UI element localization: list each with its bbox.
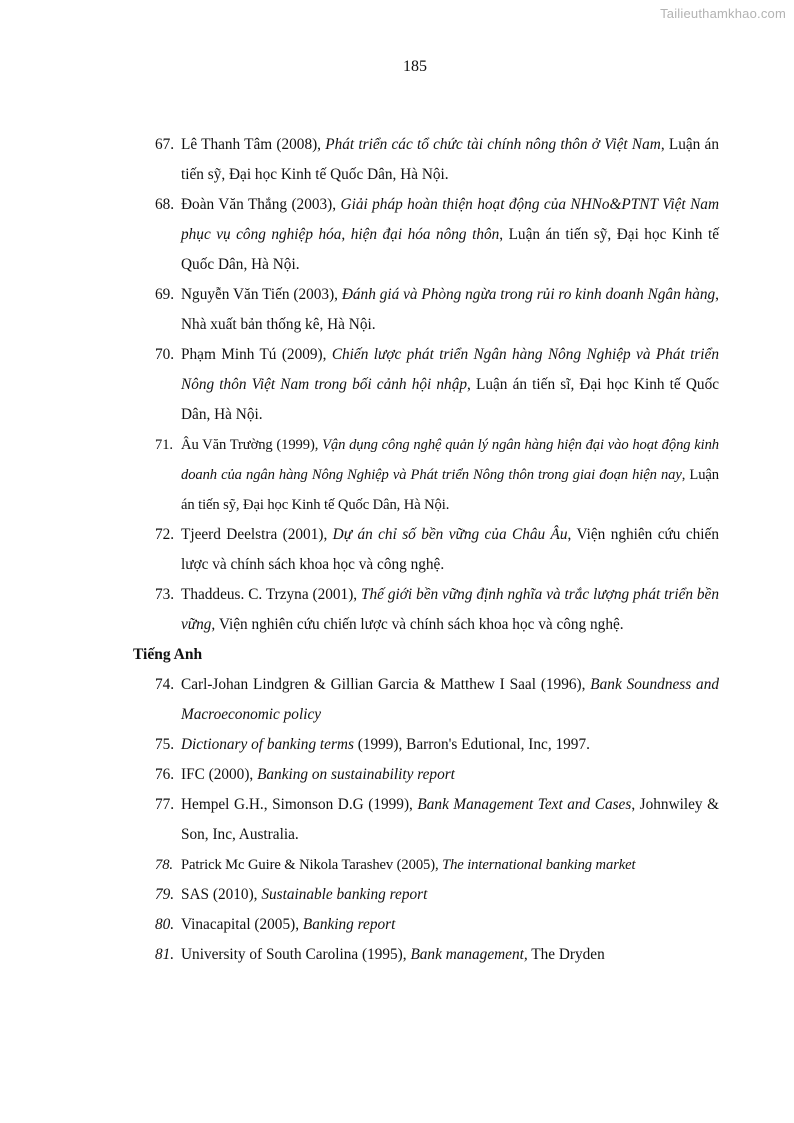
reference-publisher: , Johnwiley & Son, Inc, Australia.	[181, 796, 719, 843]
reference-title: Banking report	[302, 916, 396, 933]
reference-publisher: , Luận án tiến sỹ, Đại học Kinh tế Quốc Dân, Hà Nội.	[181, 467, 719, 513]
reference-67	[133, 130, 719, 190]
reference-69	[133, 280, 719, 340]
reference-author: Phạm Minh Tú (2009),	[181, 346, 332, 363]
reference-author: Tjeerd Deelstra (2001),	[181, 526, 333, 543]
reference-publisher: (1999), Barron's Edutional, Inc, 1997.	[353, 736, 590, 753]
reference-title: Bank Soundness and Macroeconomic policy	[181, 676, 719, 723]
reference-number: 75.	[155, 736, 175, 753]
reference-publisher: , Viện nghiên cứu chiến lược và chính sách khoa học và công nghệ.	[181, 526, 719, 573]
reference-title: Dự án chỉ số bền vững của Châu Âu	[332, 526, 568, 543]
reference-list	[133, 130, 719, 970]
reference-title: Sustainable banking report	[261, 886, 428, 903]
reference-publisher: , Luận án tiến sĩ, Đại học Kinh tế Quốc Dân, Hà Nội.	[181, 376, 720, 423]
reference-title: Thế giới bền vững định nghĩa và trắc lượng phát triển bền vững,	[181, 586, 719, 633]
reference-author: Lê Thanh Tâm (2008),	[181, 136, 326, 153]
page-number: 185	[403, 58, 427, 75]
reference-77	[133, 790, 719, 850]
reference-author: SAS (2010),	[181, 886, 262, 903]
reference-author: University of South Carolina (1995),	[181, 946, 411, 963]
reference-number: 79.	[155, 886, 175, 903]
reference-publisher: The Dryden	[527, 946, 605, 963]
reference-title: Chiến lược phát triển Ngân hàng Nông Nghiệp và Phát triển Nông thôn Việt Nam trong bối cảnh hội nhập	[181, 346, 719, 393]
reference-number: 69.	[155, 286, 175, 303]
reference-author: Patrick Mc Guire & Nikola Tarashev (2005),	[181, 857, 443, 873]
reference-79	[133, 880, 719, 910]
reference-title: Banking on sustainability report	[257, 766, 455, 783]
watermark: Tailieuthamkhao.com	[660, 6, 786, 21]
reference-68	[133, 190, 719, 280]
reference-publisher: Viện nghiên cứu chiến lược và chính sách khoa học và công nghệ.	[215, 616, 624, 633]
reference-author: Vinacapital (2005),	[181, 916, 303, 933]
reference-author: Đoàn Văn Thắng (2003),	[181, 196, 341, 213]
reference-71	[133, 430, 719, 520]
reference-author: Carl-Johan Lindgren & Gillian Garcia & Matthew I Saal (1996),	[181, 676, 591, 693]
reference-75	[133, 730, 719, 760]
reference-78	[133, 850, 719, 880]
reference-number: 77.	[155, 796, 175, 813]
reference-number: 81.	[155, 946, 175, 963]
reference-80	[133, 910, 719, 940]
reference-author: Thaddeus. C. Trzyna (2001),	[181, 586, 362, 603]
reference-number: 70.	[155, 346, 175, 363]
reference-73	[133, 580, 719, 640]
reference-author: Nguyễn Văn Tiến (2003),	[181, 286, 342, 303]
reference-number: 73.	[155, 586, 175, 603]
section-heading-english: Tiếng Anh	[133, 646, 203, 663]
reference-author: Hempel G.H., Simonson D.G (1999),	[181, 796, 418, 813]
reference-publisher: , Nhà xuất bản thống kê, Hà Nội.	[181, 286, 719, 333]
reference-title: Giải pháp hoàn thiện hoạt động của NHNo&PTNT Việt Nam phục vụ công nghiệp hóa, hiện đại hóa nông thôn	[181, 196, 719, 243]
reference-76	[133, 760, 719, 790]
reference-number: 74.	[155, 676, 175, 693]
reference-title: Phát triển các tổ chức tài chính nông thôn ở Việt Nam	[325, 136, 661, 153]
reference-number: 71.	[155, 437, 173, 453]
reference-number: 76.	[155, 766, 175, 783]
reference-title: Bank management,	[410, 946, 528, 963]
reference-title: The international banking market	[442, 857, 636, 873]
reference-72	[133, 520, 719, 580]
reference-number: 78.	[155, 857, 173, 873]
reference-number: 67.	[155, 136, 175, 153]
reference-number: 80.	[155, 916, 175, 933]
reference-publisher: , Luận án tiến sỹ, Đại học Kinh tế Quốc Dân, Hà Nội.	[181, 226, 719, 273]
reference-number: 68.	[155, 196, 175, 213]
reference-author: Âu Văn Trường (1999),	[181, 437, 323, 453]
reference-publisher: , Luận án tiến sỹ, Đại học Kinh tế Quốc Dân, Hà Nội.	[181, 136, 719, 183]
reference-81	[133, 940, 719, 970]
reference-author: IFC (2000),	[181, 766, 258, 783]
reference-number: 72.	[155, 526, 175, 543]
reference-title: Đánh giá và Phòng ngừa trong rủi ro kinh doanh Ngân hàng	[341, 286, 716, 303]
reference-74	[133, 670, 719, 730]
reference-title: Dictionary of banking terms	[181, 736, 354, 753]
reference-title: Vận dụng công nghệ quản lý ngân hàng hiện đại vào hoạt động kinh doanh của ngân hàng Nông Nghiệp và Phát triển Nông thôn trong giai đoạn hiện nay	[181, 437, 719, 483]
reference-title: Bank Management Text and Cases	[417, 796, 632, 813]
reference-70	[133, 340, 719, 430]
